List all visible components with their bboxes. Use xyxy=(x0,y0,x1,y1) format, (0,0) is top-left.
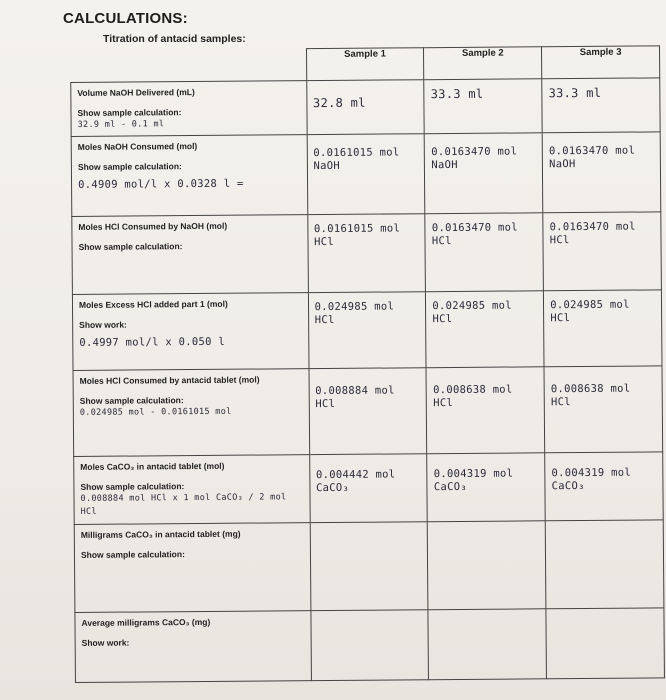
row-label-cell xyxy=(72,215,308,295)
handwritten-value: 33.3 ml xyxy=(548,85,602,101)
row-sub-label: Show sample calculation: xyxy=(79,395,184,406)
value-cell xyxy=(425,133,543,214)
row-label: Moles HCl Consumed by NaOH (mol) xyxy=(78,220,228,232)
value-cell xyxy=(427,453,545,522)
table-row xyxy=(74,452,664,525)
handwritten-value: 0.004319 mol CaCO₃ xyxy=(433,467,514,494)
table-row xyxy=(71,78,660,137)
handwritten-value: 0.024985 mol HCl xyxy=(432,299,512,326)
row-sub-label: Show sample calculation: xyxy=(80,481,185,492)
row-work: 0.024985 mol - 0.0161015 mol xyxy=(79,406,232,418)
value-cell xyxy=(544,366,662,453)
row-label-cell xyxy=(71,81,307,137)
handwritten-value: 0.0163470 mol NaOH xyxy=(548,144,636,171)
row-label: Volume NaOH Delivered (mL) xyxy=(77,87,195,98)
handwritten-value: 0.0163470 mol HCl xyxy=(431,221,518,248)
row-label: Moles Excess HCl added part 1 (mol) xyxy=(78,298,228,310)
value-cell xyxy=(542,78,660,133)
row-label-cell xyxy=(72,293,308,371)
handwritten-value: 0.004442 mol CaCO₃ xyxy=(315,468,396,495)
value-cell xyxy=(308,292,426,369)
row-label: Moles HCl Consumed by antacid tablet (mol) xyxy=(79,374,260,386)
handwritten-value: 0.0163470 mol NaOH xyxy=(431,145,518,172)
row-sub-label: Show sample calculation: xyxy=(80,549,185,560)
row-sub-label: Show sample calculation: xyxy=(77,107,182,118)
row-work: 32.9 ml - 0.1 ml xyxy=(77,119,165,130)
row-label: Milligrams CaCO₃ in antacid tablet (mg) xyxy=(80,528,241,540)
header-sample-3: Sample 3 xyxy=(542,46,660,79)
row-label: Average milligrams CaCO₃ (mg) xyxy=(81,616,211,628)
row-work: 0.4997 mol/l x 0.050 l xyxy=(79,335,226,349)
handwritten-value xyxy=(546,520,663,521)
row-sub-label: Show sample calculation: xyxy=(77,161,182,172)
row-label-cell xyxy=(75,611,311,683)
value-cell xyxy=(309,454,427,523)
handwritten-value: 0.004319 mol CaCO₃ xyxy=(551,466,632,493)
handwritten-value xyxy=(429,609,546,610)
table-row xyxy=(75,608,665,683)
table-row xyxy=(71,132,661,217)
header-blank xyxy=(71,49,307,83)
handwritten-value: 0.0161015 mol NaOH xyxy=(313,146,400,173)
handwritten-value: 33.3 ml xyxy=(430,86,484,102)
table-row xyxy=(74,520,664,613)
page-title: CALCULATIONS: xyxy=(63,10,188,27)
row-label-cell xyxy=(71,135,307,217)
value-cell xyxy=(545,520,664,609)
value-cell xyxy=(545,452,663,521)
handwritten-value xyxy=(311,610,428,611)
handwritten-value: 0.024985 mol HCl xyxy=(314,300,395,327)
handwritten-value: 0.024985 mol HCl xyxy=(550,298,630,325)
row-work: 0.008884 mol HCl x 1 mol CaCO₃ / 2 mol HCl xyxy=(80,492,287,517)
value-cell xyxy=(544,290,662,367)
handwritten-value: 0.0161015 mol HCl xyxy=(313,222,401,249)
value-cell xyxy=(426,367,544,454)
page-subtitle: Titration of antacid samples: xyxy=(103,33,246,45)
table-row xyxy=(72,212,662,295)
row-label: Moles NaOH Consumed (mol) xyxy=(77,141,198,152)
value-cell xyxy=(424,79,542,134)
header-row xyxy=(71,46,660,83)
value-cell xyxy=(542,132,660,213)
handwritten-value: 32.8 ml xyxy=(312,95,366,111)
row-sub-label: Show sample calculation: xyxy=(78,241,183,252)
handwritten-value: 0.0163470 mol HCl xyxy=(549,220,636,247)
row-sub-label: Show work: xyxy=(79,319,127,330)
value-cell xyxy=(543,212,661,291)
handwritten-value: 0.008884 mol HCl xyxy=(315,384,395,411)
row-label-cell xyxy=(74,523,310,613)
row-work: 0.4909 mol/l x 0.0328 l = xyxy=(78,177,244,191)
value-cell xyxy=(310,522,428,611)
value-cell xyxy=(306,80,424,135)
row-label: Moles CaCO₃ in antacid tablet (mol) xyxy=(80,460,225,472)
table-row xyxy=(72,290,662,371)
value-cell xyxy=(309,368,427,455)
header-sample-2: Sample 2 xyxy=(424,47,542,80)
calculations-table xyxy=(70,45,665,683)
value-cell xyxy=(546,608,664,679)
value-cell xyxy=(428,521,546,610)
value-cell xyxy=(311,610,429,681)
row-sub-label: Show work: xyxy=(81,637,130,648)
value-cell xyxy=(307,134,425,215)
handwritten-value: 0.008638 mol HCl xyxy=(433,383,513,410)
handwritten-value xyxy=(428,521,545,522)
value-cell xyxy=(428,609,546,680)
table-row xyxy=(73,366,663,457)
value-cell xyxy=(425,213,543,292)
row-label-cell xyxy=(74,455,310,525)
handwritten-value xyxy=(547,608,664,609)
value-cell xyxy=(426,291,544,368)
header-sample-1: Sample 1 xyxy=(306,48,424,81)
handwritten-value xyxy=(310,522,427,523)
value-cell xyxy=(307,214,425,293)
row-label-cell xyxy=(73,369,309,457)
handwritten-value: 0.008638 mol HCl xyxy=(550,382,631,409)
